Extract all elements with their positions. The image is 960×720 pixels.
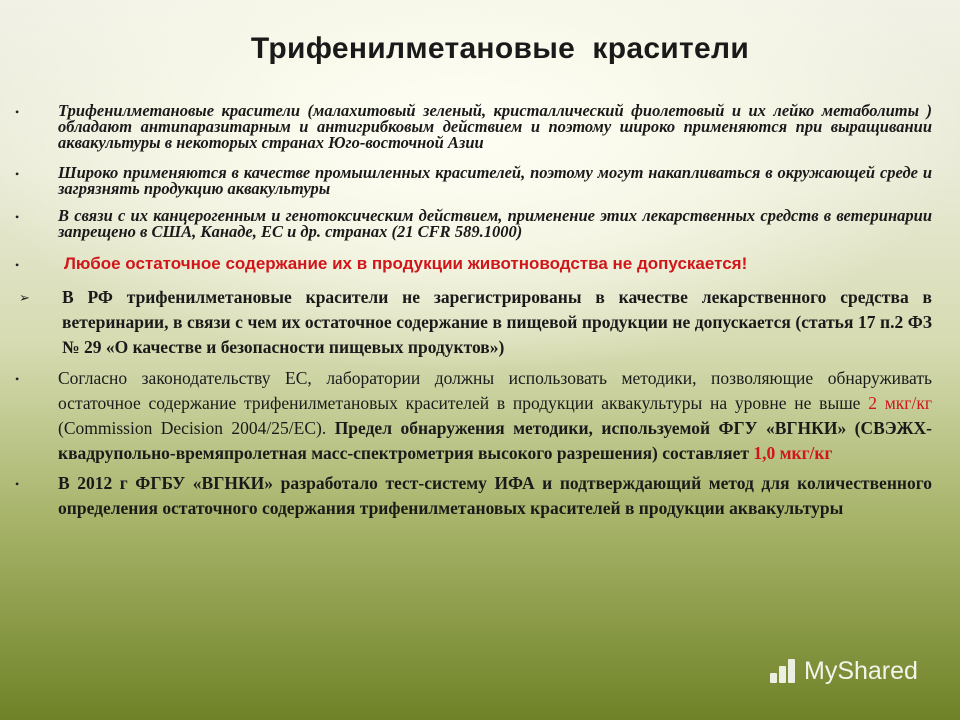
bullet-text xyxy=(58,366,932,466)
bullet-text: В РФ трифенилметановые красители не зарегистрированы в качестве лекарственного средства в ветеринарии, в связи с чем их остаточное содержание в пищевой продукции не допускается (статья 17 п.2 ФЗ № 29 «О качестве и безопасности пищевых продуктов») xyxy=(62,287,932,357)
bar-chart-icon xyxy=(768,656,798,686)
watermark-text: MyShared xyxy=(804,656,918,685)
eu-limit-value: 2 мкг/кг xyxy=(868,393,932,413)
warning-text: Любое остаточное содержание их в продукции животноводства не допускается! xyxy=(64,254,748,273)
detection-limit-text: Предел обнаружения методики, используемой ФГУ «ВГНКИ» (СВЭЖХ- квадрупольно-времяпролетная масс-спектрометрия высокого разрешения) составляет xyxy=(58,418,932,463)
bullet-text: В 2012 г ФГБУ «ВГНКИ» разработало тест-систему ИФА и подтверждающий метод для количественного определения остаточного содержания трифенилметановых красителей в продукции аквакультуры xyxy=(58,473,932,518)
bullet-icon: • xyxy=(15,258,20,272)
bullet-item xyxy=(15,471,932,521)
bullet-icon: • xyxy=(15,372,20,386)
bullet-text: В связи с их канцерогенным и генотоксическим действием, применение этих лекарственных средств в ветеринарии запрещено в США, Канаде, ЕС и др. странах (21 CFR 589.1000) xyxy=(58,206,932,241)
arrow-bullet-icon: ➢ xyxy=(19,291,30,306)
bullet-text: Широко применяются в качестве промышленных красителей, поэтому могут накапливаться в окружающей среде и загрязнять продукцию аквакультуры xyxy=(58,163,932,198)
bullet-item xyxy=(15,165,932,197)
bullet-item xyxy=(15,285,932,360)
bullet-item-warning xyxy=(15,252,932,276)
bullet-icon: • xyxy=(15,105,20,119)
eu-requirement-text: Согласно законодательству ЕС, лаборатории должны использовать методики, позволяющие обнаруживать остаточное содержание трифенилметановых красителей в продукции аквакультуры на уровне не выше xyxy=(58,368,932,413)
bullet-icon: • xyxy=(15,210,20,224)
bullet-item xyxy=(15,103,932,151)
bullet-icon: • xyxy=(15,167,20,181)
detection-limit-value: 1,0 мкг/кг xyxy=(753,443,833,463)
bullet-item xyxy=(15,366,932,466)
bullet-item xyxy=(15,208,932,240)
slide-title: Трифенилметановые красители xyxy=(250,32,750,65)
bullet-text: Трифенилметановые красители (малахитовый зеленый, кристаллический фиолетовый и их лейко метаболиты ) обладают антипаразитарным и антигрибковым действием и поэтому широко применяются при выращивании аквакультуры в некоторых странах Юго-восточной Азии xyxy=(58,101,932,152)
bullet-icon: • xyxy=(15,477,20,491)
bullet-list xyxy=(15,103,932,521)
myshared-watermark xyxy=(768,656,918,686)
eu-decision-text: (Commission Decision 2004/25/EC). xyxy=(58,418,335,438)
